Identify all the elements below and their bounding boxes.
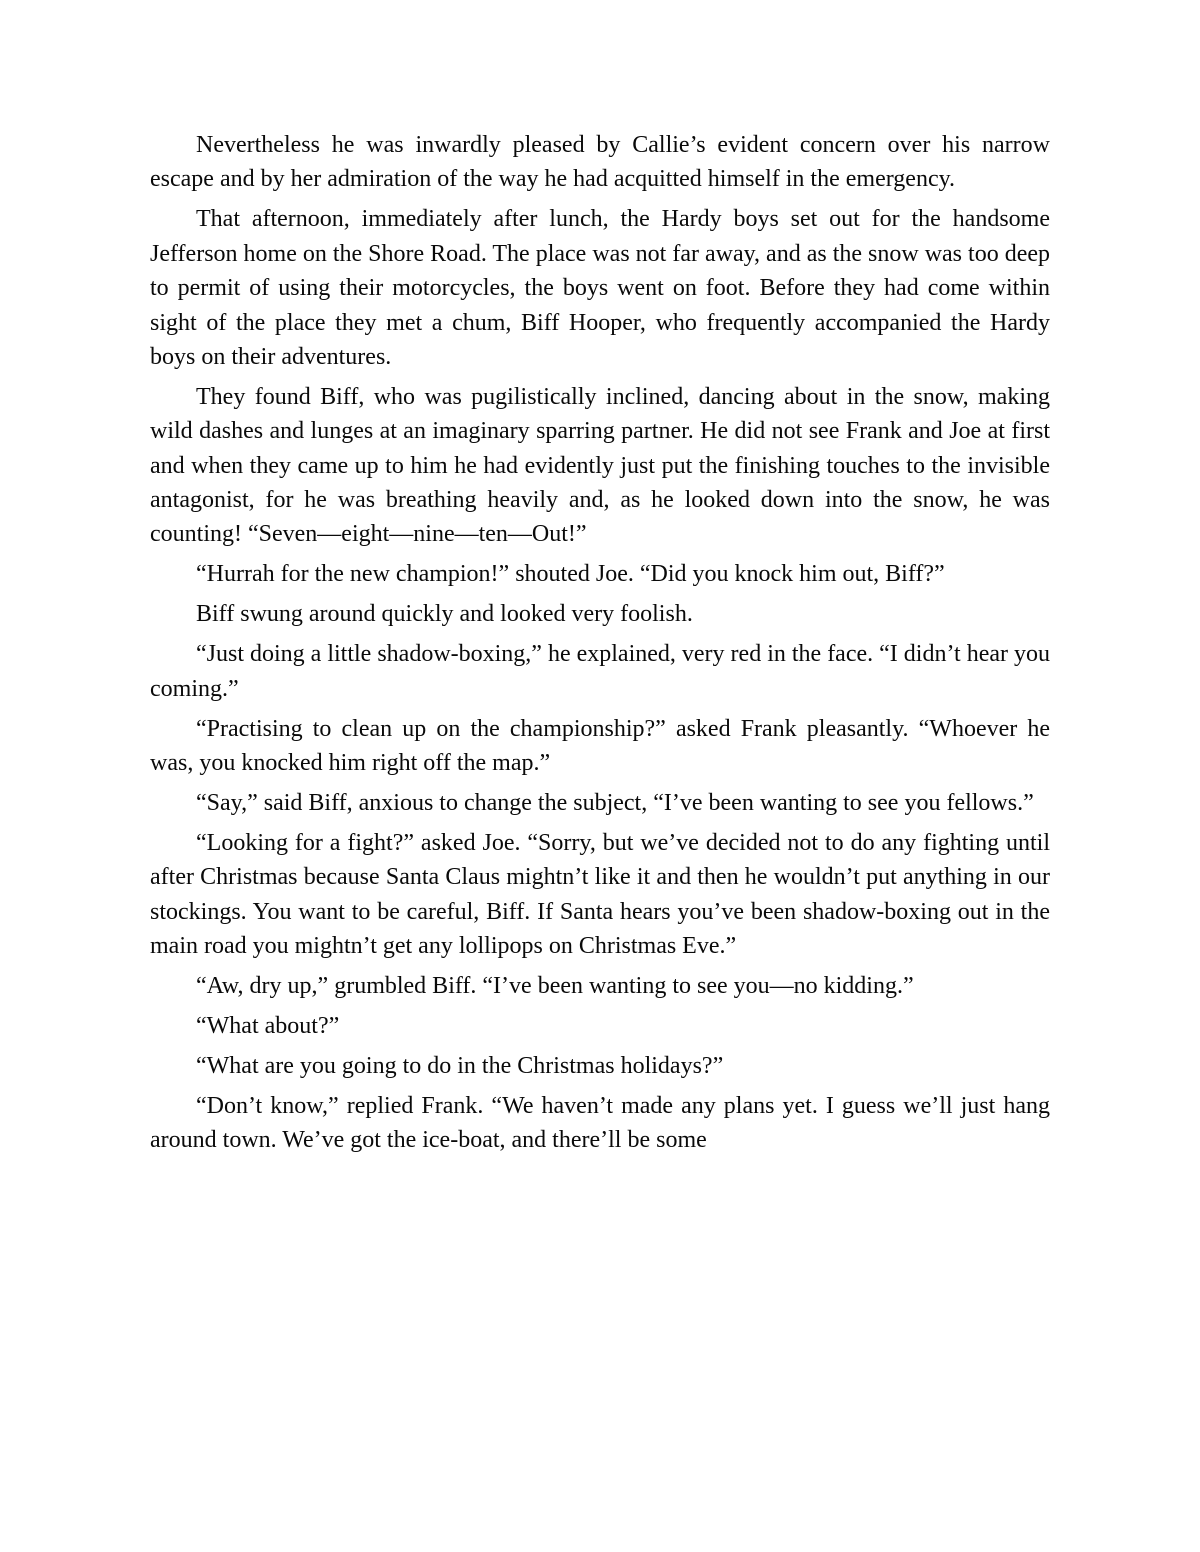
paragraph: “What about?” (196, 1012, 340, 1039)
paragraph: “Say,” said Biff, anxious to change the subject, “I’ve been wanting to see you fellows.” (196, 789, 1034, 816)
paragraph: “Hurrah for the new champion!” shouted Joe. “Did you knock him out, Biff?” (196, 561, 945, 588)
paragraph: Biff swung around quickly and looked very foolish. (196, 601, 693, 628)
page-text-block (150, 128, 1050, 1157)
paragraph: “What are you going to do in the Christmas holidays?” (196, 1052, 724, 1079)
paragraph: “Practising to clean up on the championship?” asked Frank pleasantly. “Whoever he was, you knocked him right off the map.” (150, 715, 1050, 776)
paragraph: “Aw, dry up,” grumbled Biff. “I’ve been wanting to see you—no kidding.” (196, 972, 914, 999)
paragraph: “Don’t know,” replied Frank. “We haven’t made any plans yet. I guess we’ll just hang around town. We’ve got the ice-boat, and there’ll be some (150, 1092, 1050, 1153)
paragraph: “Just doing a little shadow-boxing,” he explained, very red in the face. “I didn’t hear you coming.” (150, 641, 1050, 702)
paragraph: That afternoon, immediately after lunch, the Hardy boys set out for the handsome Jefferson home on the Shore Road. The place was not far away, and as the snow was too deep to permit of using their motorcycles, the boys went on foot. Before they had come within sight of the place they met a chum, Biff Hooper, who frequently accompanied the Hardy boys on their adventures. (150, 206, 1050, 370)
paragraph: “Looking for a fight?” asked Joe. “Sorry, but we’ve decided not to do any fighting until after Christmas because Santa Claus mightn’t like it and then he wouldn’t put anything in our stockings. You want to be careful, Biff. If Santa hears you’ve been shadow-boxing out in the main road you mightn’t get any lollipops on Christmas Eve.” (150, 829, 1050, 959)
paragraph: Nevertheless he was inwardly pleased by Callie’s evident concern over his narrow escape and by her admiration of the way he had acquitted himself in the emergency. (150, 132, 1050, 193)
paragraph: They found Biff, who was pugilistically inclined, dancing about in the snow, making wild dashes and lunges at an imaginary sparring partner. He did not see Frank and Joe at first and when they came up to him he had evidently just put the finishing touches to the invisible antagonist, for he was breathing heavily and, as he looked down into the snow, he was counting! “Seven—eight—nine—ten—Out!” (150, 383, 1050, 548)
